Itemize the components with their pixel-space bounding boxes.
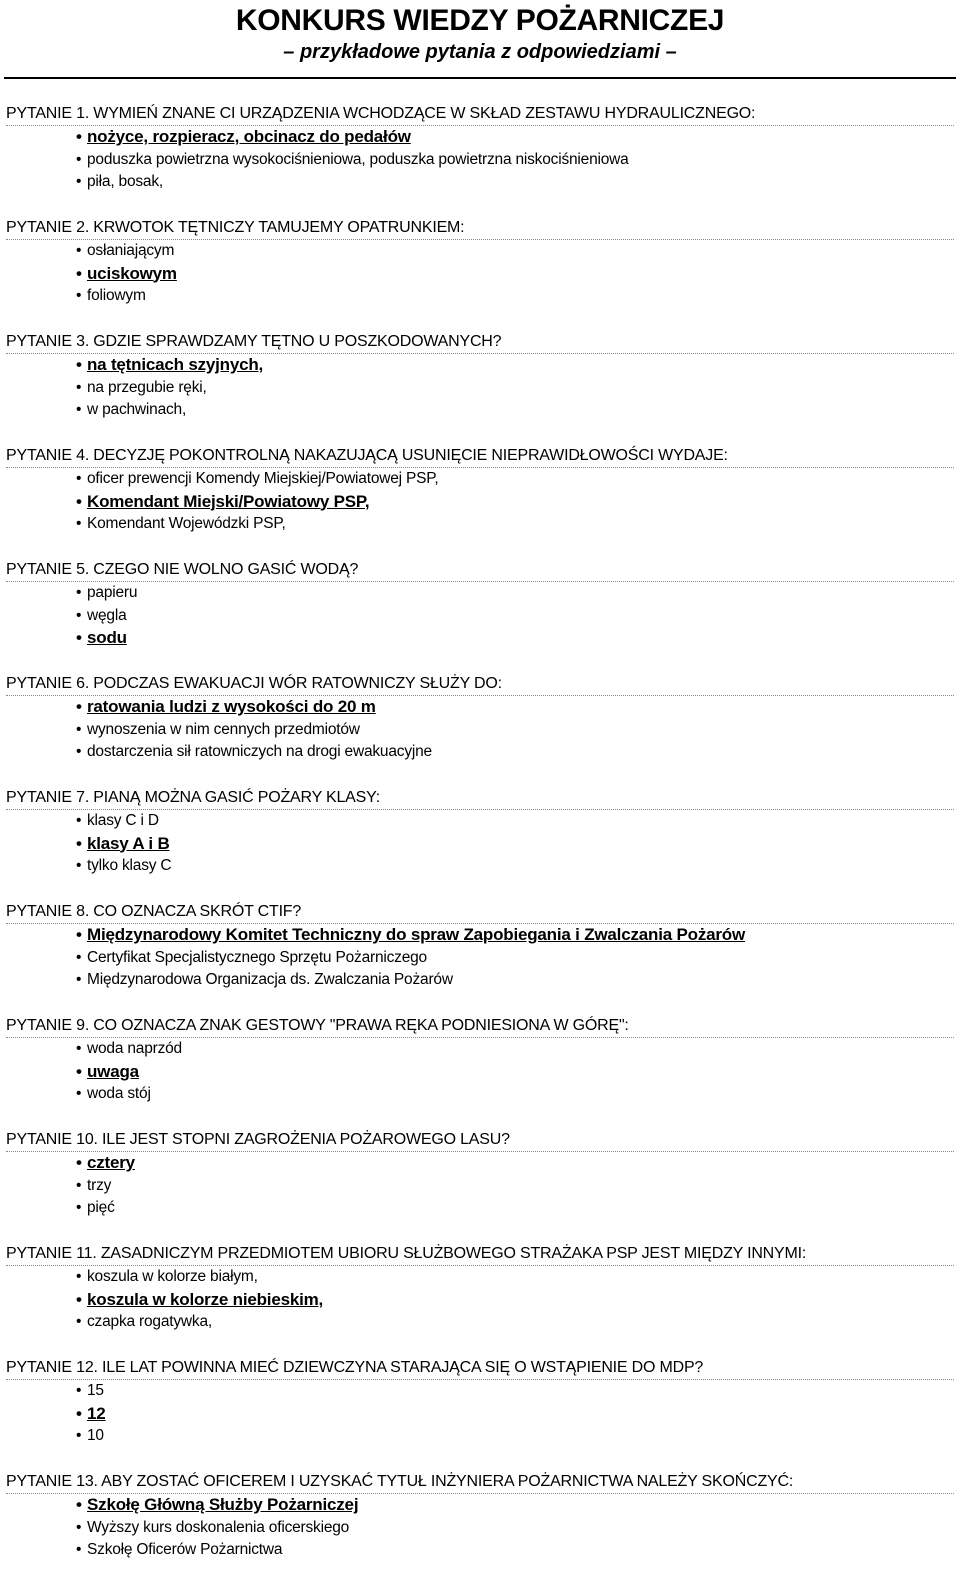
- question-text: PYTANIE 7. PIANĄ MOŻNA GASIĆ POŻARY KLASY:: [6, 787, 954, 810]
- answer-option: [76, 377, 954, 400]
- bullet-icon: •: [76, 812, 82, 829]
- bullet-icon: •: [76, 606, 82, 624]
- answer-option: [76, 719, 954, 742]
- question-text: PYTANIE 6. PODCZAS EWAKUACJI WÓR RATOWNICZY SŁUŻY DO:: [6, 673, 954, 696]
- answer-text: piła, bosak,: [87, 173, 164, 190]
- question-text: PYTANIE 11. ZASADNICZYM PRZEDMIOTEM UBIORU SŁUŻBOWEGO STRAŻAKA PSP JEST MIĘDZY INNYMI:: [6, 1243, 954, 1266]
- answer-text: Szkołę Oficerów Pożarnictwa: [87, 1541, 283, 1558]
- answer-text: koszula w kolorze białym,: [87, 1268, 258, 1285]
- bullet-icon: •: [76, 948, 82, 966]
- bullet-icon: •: [76, 697, 82, 716]
- answer-text: papieru: [87, 584, 138, 601]
- answer-list: [6, 126, 954, 194]
- answer-option: [76, 1539, 954, 1562]
- correct-answer: [76, 627, 954, 650]
- answer-option: [76, 1517, 954, 1540]
- question-block: [6, 787, 954, 901]
- question-text: PYTANIE 5. CZEGO NIE WOLNO GASIĆ WODĄ?: [6, 559, 954, 582]
- correct-answer: [76, 833, 954, 856]
- answer-option: [76, 855, 954, 878]
- question-list: [0, 79, 960, 1585]
- answer-text: węgla: [87, 606, 127, 624]
- bullet-icon: •: [76, 127, 82, 146]
- answer-option: [76, 969, 954, 992]
- answer-option: [76, 1175, 954, 1198]
- answer-text: ratowania ludzi z wysokości do 20 m: [87, 697, 376, 716]
- answer-text: koszula w kolorze niebieskim,: [87, 1289, 324, 1309]
- bullet-icon: •: [76, 515, 82, 532]
- bullet-icon: •: [76, 378, 82, 396]
- question-text: PYTANIE 9. CO OZNACZA ZNAK GESTOWY "PRAWA RĘKA PODNIESIONA W GÓRĘ":: [6, 1015, 954, 1038]
- question-block: [6, 901, 954, 1015]
- bullet-icon: •: [76, 1403, 82, 1423]
- bullet-icon: •: [76, 287, 82, 304]
- bullet-icon: •: [76, 1541, 82, 1558]
- bullet-icon: •: [76, 1153, 82, 1172]
- answer-text: na przegubie ręki,: [87, 378, 207, 396]
- question-block: [6, 217, 954, 331]
- bullet-icon: •: [76, 584, 82, 601]
- answer-text: woda stój: [87, 1085, 151, 1102]
- bullet-icon: •: [76, 1518, 82, 1536]
- correct-answer: [76, 1289, 954, 1312]
- answer-list: [6, 1152, 954, 1220]
- answer-text: osłaniającym: [87, 242, 175, 259]
- question-text: PYTANIE 3. GDZIE SPRAWDZAMY TĘTNO U POSZKODOWANYCH?: [6, 331, 954, 354]
- document-header: [4, 0, 956, 79]
- answer-option: [76, 1311, 954, 1334]
- answer-text: 12: [87, 1403, 106, 1423]
- answer-list: [6, 696, 954, 764]
- answer-text: oficer prewencji Komendy Miejskiej/Powiatowej PSP,: [87, 470, 439, 487]
- bullet-icon: •: [76, 720, 82, 738]
- answer-text: uwaga: [87, 1061, 139, 1081]
- answer-text: 10: [87, 1427, 104, 1444]
- answer-option: [76, 947, 954, 970]
- answer-text: cztery: [87, 1153, 135, 1172]
- answer-text: Międzynarodowa Organizacja ds. Zwalczania Pożarów: [87, 971, 453, 988]
- bullet-icon: •: [76, 401, 82, 418]
- bullet-icon: •: [76, 263, 82, 283]
- bullet-icon: •: [76, 1289, 82, 1309]
- bullet-icon: •: [76, 1427, 82, 1444]
- answer-text: trzy: [87, 1176, 112, 1194]
- bullet-icon: •: [76, 1268, 82, 1285]
- question-text: PYTANIE 1. WYMIEŃ ZNANE CI URZĄDZENIA WCHODZĄCE W SKŁAD ZESTAWU HYDRAULICZNEGO:: [6, 103, 954, 126]
- document-title: KONKURS WIEDZY POŻARNICZEJ: [235, 4, 725, 37]
- answer-text: nożyce, rozpieracz, obcinacz do pedałów: [87, 127, 411, 146]
- bullet-icon: •: [76, 1176, 82, 1194]
- answer-text: wynoszenia w nim cennych przedmiotów: [87, 720, 360, 738]
- answer-option: [76, 810, 954, 833]
- bullet-icon: •: [76, 1313, 82, 1330]
- answer-option: [76, 1380, 954, 1403]
- answer-text: uciskowym: [87, 263, 177, 283]
- answer-text: Wyższy kurs doskonalenia oficerskiego: [87, 1518, 350, 1536]
- bullet-icon: •: [76, 1085, 82, 1102]
- question-block: [6, 445, 954, 559]
- answer-list: [6, 582, 954, 650]
- bullet-icon: •: [76, 1199, 82, 1216]
- answer-list: [6, 354, 954, 422]
- bullet-icon: •: [76, 743, 82, 760]
- bullet-icon: •: [76, 1495, 82, 1514]
- answer-option: [76, 1038, 954, 1061]
- answer-list: [6, 240, 954, 308]
- answer-option: [76, 149, 954, 172]
- answer-list: [6, 1380, 954, 1448]
- question-block: [6, 103, 954, 217]
- question-block: [6, 1015, 954, 1129]
- answer-list: [6, 1494, 954, 1562]
- bullet-icon: •: [76, 150, 82, 168]
- answer-text: klasy C i D: [87, 812, 159, 829]
- correct-answer: [76, 491, 954, 514]
- answer-text: dostarczenia sił ratowniczych na drogi ewakuacyjne: [87, 743, 432, 760]
- answer-list: [6, 1038, 954, 1106]
- bullet-icon: •: [76, 1382, 82, 1399]
- correct-answer: [76, 126, 954, 149]
- correct-answer: [76, 1152, 954, 1175]
- answer-text: w pachwinach,: [87, 401, 187, 418]
- bullet-icon: •: [76, 1040, 82, 1057]
- answer-text: czapka rogatywka,: [87, 1313, 212, 1330]
- answer-text: Międzynarodowy Komitet Techniczny do spraw Zapobiegania i Zwalczania Pożarów: [87, 925, 745, 944]
- correct-answer: [76, 1494, 954, 1517]
- answer-option: [76, 285, 954, 308]
- question-block: [6, 1243, 954, 1357]
- answer-option: [76, 240, 954, 263]
- answer-text: Szkołę Główną Służby Pożarniczej: [87, 1495, 359, 1514]
- bullet-icon: •: [76, 971, 82, 988]
- answer-text: woda naprzód: [87, 1040, 182, 1057]
- correct-answer: [76, 924, 954, 947]
- answer-list: [6, 1266, 954, 1334]
- bullet-icon: •: [76, 491, 82, 511]
- bullet-icon: •: [76, 628, 82, 647]
- bullet-icon: •: [76, 242, 82, 259]
- answer-text: sodu: [87, 628, 127, 647]
- question-text: PYTANIE 8. CO OZNACZA SKRÓT CTIF?: [6, 901, 954, 924]
- answer-option: [76, 171, 954, 194]
- answer-list: [6, 468, 954, 536]
- answer-text: Komendant Wojewódzki PSP,: [87, 515, 286, 532]
- answer-text: na tętnicach szyjnych,: [87, 355, 264, 374]
- question-text: PYTANIE 13. ABY ZOSTAĆ OFICEREM I UZYSKAĆ TYTUŁ INŻYNIERA POŻARNICTWA NALEŻY SKOŃCZYĆ:: [6, 1471, 954, 1494]
- bullet-icon: •: [76, 833, 82, 853]
- answer-option: [76, 605, 954, 628]
- bullet-icon: •: [76, 857, 82, 874]
- bullet-icon: •: [76, 925, 82, 944]
- correct-answer: [76, 263, 954, 286]
- question-block: [6, 1129, 954, 1243]
- answer-option: [76, 1266, 954, 1289]
- bullet-icon: •: [76, 173, 82, 190]
- answer-option: [76, 582, 954, 605]
- question-text: PYTANIE 12. ILE LAT POWINNA MIEĆ DZIEWCZYNA STARAJĄCA SIĘ O WSTĄPIENIE DO MDP?: [6, 1357, 954, 1380]
- answer-option: [76, 468, 954, 491]
- answer-text: Komendant Miejski/Powiatowy PSP,: [87, 491, 370, 511]
- answer-text: foliowym: [87, 287, 146, 304]
- answer-list: [6, 924, 954, 992]
- answer-option: [76, 513, 954, 536]
- answer-option: [76, 1425, 954, 1448]
- bullet-icon: •: [76, 355, 82, 374]
- answer-list: [6, 810, 954, 878]
- answer-option: [76, 741, 954, 764]
- question-text: PYTANIE 10. ILE JEST STOPNI ZAGROŻENIA POŻAROWEGO LASU?: [6, 1129, 954, 1152]
- bullet-icon: •: [76, 470, 82, 487]
- correct-answer: [76, 696, 954, 719]
- correct-answer: [76, 1403, 954, 1426]
- answer-option: [76, 399, 954, 422]
- question-block: [6, 1357, 954, 1471]
- question-text: PYTANIE 2. KRWOTOK TĘTNICZY TAMUJEMY OPATRUNKIEM:: [6, 217, 954, 240]
- answer-option: [76, 1083, 954, 1106]
- answer-text: pięć: [87, 1199, 115, 1216]
- question-block: [6, 673, 954, 787]
- question-text: PYTANIE 4. DECYZJĘ POKONTROLNĄ NAKAZUJĄCĄ USUNIĘCIE NIEPRAWIDŁOWOŚCI WYDAJE:: [6, 445, 954, 468]
- question-block: [6, 559, 954, 673]
- answer-text: klasy A i B: [87, 833, 170, 853]
- bullet-icon: •: [76, 1061, 82, 1081]
- question-block: [6, 331, 954, 445]
- correct-answer: [76, 354, 954, 377]
- answer-text: Certyfikat Specjalistycznego Sprzętu Pożarniczego: [87, 948, 427, 966]
- answer-text: poduszka powietrzna wysokociśnieniowa, poduszka powietrzna niskociśnieniowa: [87, 150, 629, 168]
- correct-answer: [76, 1061, 954, 1084]
- answer-option: [76, 1197, 954, 1220]
- answer-text: 15: [87, 1382, 104, 1399]
- document-subtitle: – przykładowe pytania z odpowiedziami –: [283, 41, 677, 63]
- answer-text: tylko klasy C: [87, 857, 172, 874]
- question-block: [6, 1471, 954, 1585]
